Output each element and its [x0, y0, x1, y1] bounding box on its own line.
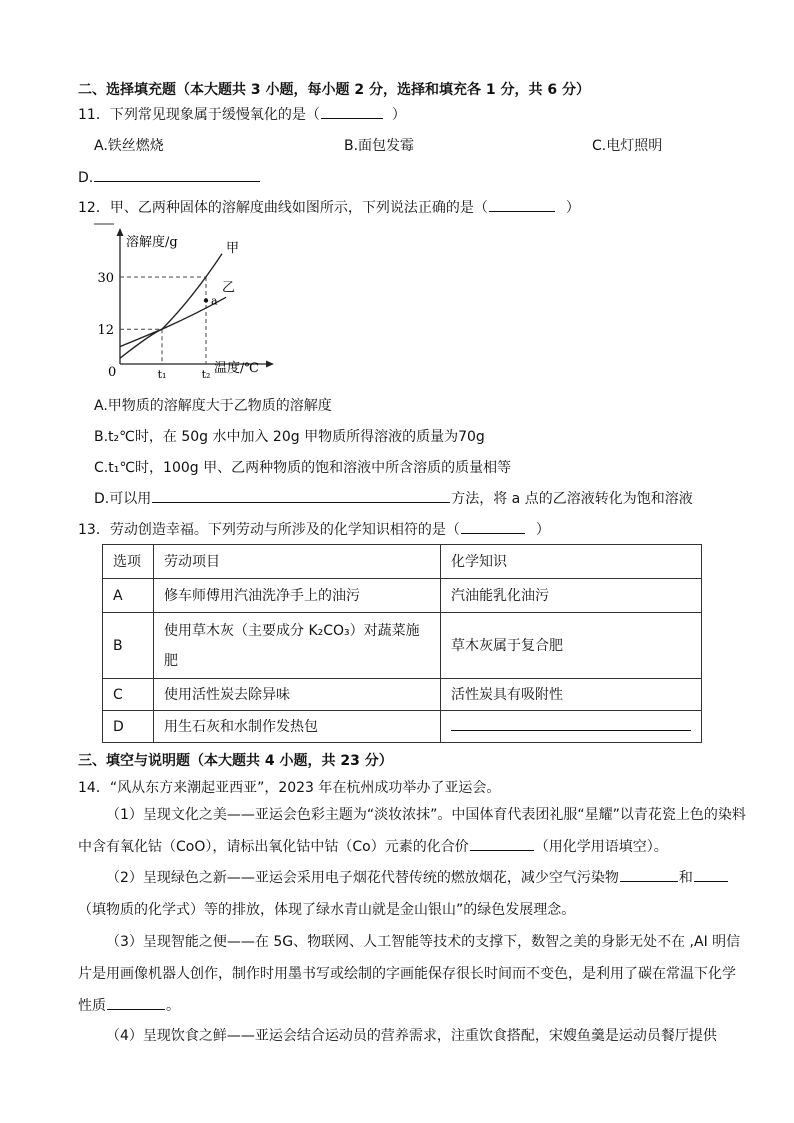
q11-option-b: B.面包发霉 [344, 138, 415, 154]
q12-option-d-blank[interactable] [152, 488, 450, 503]
origin-label: 0 [108, 365, 117, 380]
section2-header: 二、选择填充题（本大题共 3 小题，每小题 2 分，选择和填充各 1 分，共 6 分） [78, 82, 590, 98]
q12-stem-close: ） [565, 200, 580, 216]
header-labor-item: 劳动项目 [154, 545, 441, 579]
series-yi-label: 乙 [222, 280, 236, 296]
q14-part2-blank-2[interactable] [694, 867, 728, 882]
y-tick-label: 30 [97, 271, 114, 286]
point-a-label: a [211, 294, 218, 308]
q14-part1-text-b: （用化学用语填空）。 [534, 839, 668, 855]
solubility-chart [92, 222, 282, 382]
q11-option-c: C.电灯照明 [592, 138, 663, 154]
header-chem-knowledge: 化学知识 [441, 545, 702, 579]
q14-part4: （4）呈现饮食之鲜——亚运会结合运动员的营养需求，注重饮食搭配，宋嫂鱼羹是运动员餐厅提供 [106, 1028, 717, 1044]
q14-part3 [78, 926, 746, 1022]
q12-stem [78, 197, 580, 217]
q13-stem-close: ） [535, 522, 550, 538]
q11-option-d [78, 167, 261, 186]
q14-part3-blank[interactable] [107, 995, 165, 1010]
q13-answer-blank[interactable] [461, 519, 525, 534]
q12-answer-blank[interactable] [489, 197, 555, 212]
row-c-option: C [103, 679, 154, 711]
row-d-knowledge [441, 711, 702, 743]
header-option: 选项 [103, 545, 154, 579]
x-axis-arrow [266, 361, 274, 368]
row-a-option: A [103, 579, 154, 613]
q11-option-a: A.铁丝燃烧 [94, 138, 164, 154]
q14-part2-text-a: （2）呈现绿色之新——亚运会采用电子烟花代替传统的燃放烟花，减少空气污染物 [106, 870, 619, 886]
series-jia-label: 甲 [226, 240, 240, 256]
row-a-knowledge: 汽油能乳化油污 [441, 579, 702, 613]
q14-part3-text-a: （3）呈现智能之便——在 5G、物联网、人工智能等技术的支撑下，数智之美的身影无处不在 ,AI 明信片是用画像机器人创作，制作时用墨书写或绘制的字画能保存很长时间而不变色，是利用了碳在常温下化学性质 [78, 934, 741, 1014]
q14-part1-text-a: （1）呈现文化之美——亚运会色彩主题为“淡妆浓抹”。中国体育代表团礼服“星耀”以青花瓷上色的染料中含有氧化钴（CoO），请标出氧化钴中钴（Co）元素的化合价 [78, 807, 746, 855]
q12-option-d [94, 488, 693, 508]
q14-part1 [78, 799, 746, 863]
row-c-knowledge: 活性炭具有吸附性 [441, 679, 702, 711]
row-d-item: 用生石灰和水制作发热包 [154, 711, 441, 743]
series-jia-line [120, 254, 222, 358]
table-row [103, 579, 702, 613]
row-b-knowledge: 草木灰属于复合肥 [441, 613, 702, 679]
q13-stem [78, 519, 550, 539]
q12-option-b: B.t₂℃时，在 50g 水中加入 20g 甲物质所得溶液的质量为70g [94, 429, 485, 445]
q12-option-d-pre: D.可以用 [94, 491, 152, 507]
x-tick-label: t₂ [201, 368, 211, 381]
row-d-knowledge-blank[interactable] [451, 716, 691, 731]
q13-stem-text: 13．劳动创造幸福。下列劳动与所涉及的化学知识相符的是（ [78, 522, 460, 538]
q11-option-d-label: D. [78, 170, 94, 186]
row-c-item: 使用活性炭去除异味 [154, 679, 441, 711]
q14-part2 [78, 862, 746, 926]
q11-option-d-blank[interactable] [94, 167, 260, 182]
q12-option-d-post: 方法，将 a 点的乙溶液转化为饱和溶液 [451, 491, 693, 507]
y-axis-label: 溶解度/g [126, 235, 178, 250]
x-axis-label: 温度/℃ [214, 361, 259, 376]
q11-stem [78, 104, 406, 124]
table-row [103, 679, 702, 711]
row-d-option: D [103, 711, 154, 743]
q13-table [102, 544, 702, 743]
q14-part2-blank-1[interactable] [620, 867, 678, 882]
y-tick-label: 12 [97, 323, 114, 339]
q14-part1-blank[interactable] [470, 836, 534, 851]
row-a-item: 修车师傅用汽油洗净手上的油污 [154, 579, 441, 613]
q14-part3-text-b: 。 [166, 998, 180, 1014]
q12-option-c: C.t₁℃时，100g 甲、乙两种物质的饱和溶液中所含溶质的质量相等 [94, 460, 512, 476]
y-axis-arrow [117, 228, 124, 236]
q14-part2-text-b: 和 [678, 870, 693, 886]
q14-stem: 14．“风从东方来潮起亚西亚”，2023 年在杭州成功举办了亚运会。 [78, 780, 501, 796]
row-b-item: 使用草木灰（主要成分 K₂CO₃）对蔬菜施肥 [154, 613, 441, 679]
q11-stem-text: 11．下列常见现象属于缓慢氧化的是（ [78, 107, 320, 123]
table-row [103, 613, 702, 679]
q12-option-a: A.甲物质的溶解度大于乙物质的溶解度 [94, 398, 332, 414]
section3-header: 三、填空与说明题（本大题共 4 小题，共 23 分） [78, 753, 393, 769]
q11-answer-blank[interactable] [321, 104, 383, 119]
table-header-row [103, 545, 702, 579]
row-b-option: B [103, 613, 154, 679]
q14-part2-text-c: （填物质的化学式）等的排放，体现了绿水青山就是金山银山”的绿色发展理念。 [78, 902, 576, 918]
point-a-marker [204, 298, 208, 302]
q12-stem-text: 12．甲、乙两种固体的溶解度曲线如图所示，下列说法正确的是（ [78, 200, 488, 216]
q11-stem-close: ） [391, 107, 406, 123]
x-tick-label: t₁ [157, 368, 167, 381]
table-row [103, 711, 702, 743]
